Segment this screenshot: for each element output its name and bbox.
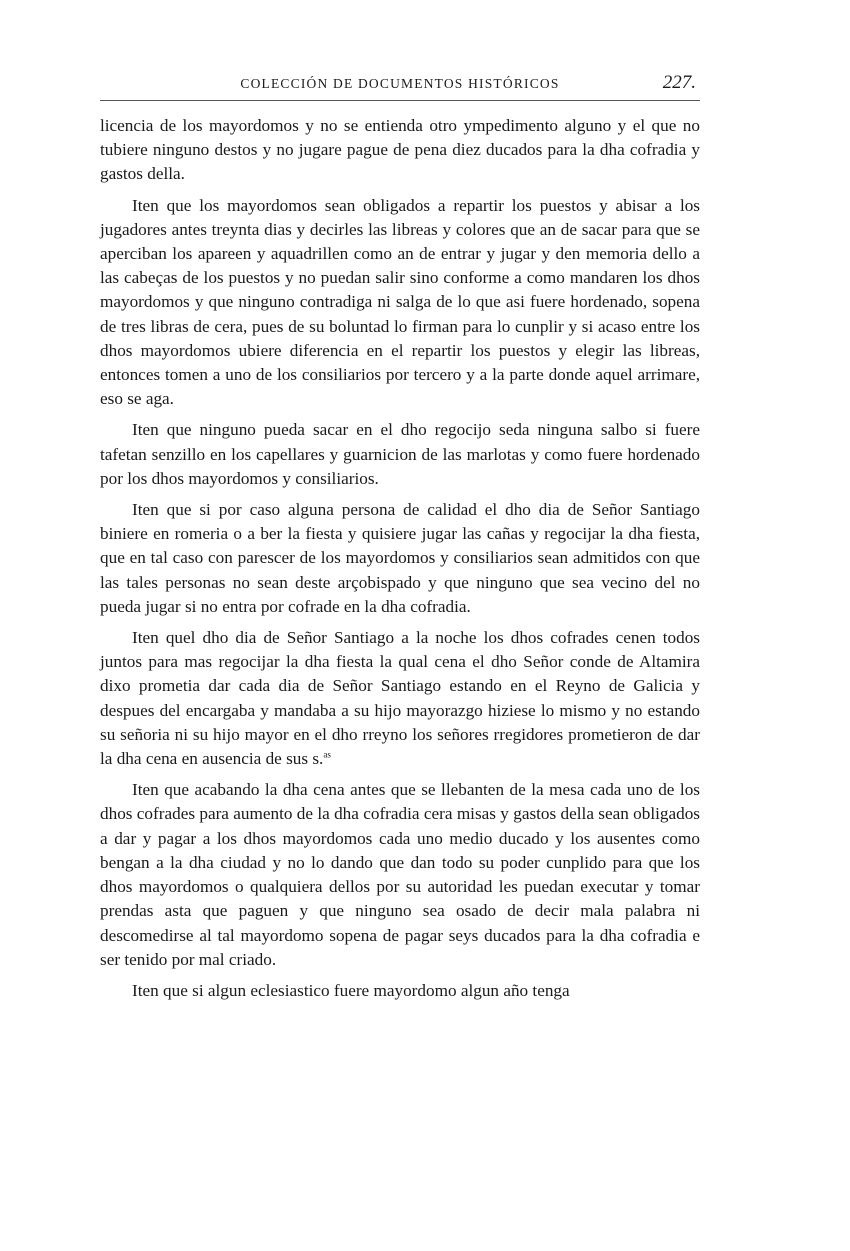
paragraph-text: Iten quel dho dia de Señor Santiago a la noche los dhos cofrades cenen todos juntos para mas regocijar la dha fiesta la qual cena el dho Señor conde de Altamira dixo prometia dar cada dia de Señor Santiago estando en el Reyno de Galicia y despues del encargaba y mandaba a su hijo mayorazgo hiziese lo mismo y no estando su señoria ni su hijo mayor en el dho rreyno los señores rregidores prometieron de dar la dha cena en ausencia de sus s.: [100, 628, 700, 769]
page-header: [100, 72, 700, 100]
body-text: [100, 114, 700, 1010]
page-number: 227.: [662, 72, 696, 93]
paragraph: Iten que si por caso alguna persona de calidad el dho dia de Señor Santiago biniere en romeria o a ber la fiesta y quisiere jugar las cañas y regocijar la dha fiesta, que en tal caso con parescer de los mayordomos y consiliarios sean admitidos con que las tales personas no sean deste arçobispado y que ninguno que sea vecino del no pueda jugar si no entra por cofrade en la dha cofradia.: [100, 500, 700, 616]
footnote-mark: as: [323, 749, 331, 760]
paragraph-with-footnote: [100, 626, 700, 771]
paragraph: Iten que los mayordomos sean obligados a repartir los puestos y abisar a los jugadores antes treynta dias y decirles las libreas y colores que an de sacar para que se aperciban los apareen y aquadrillen como an de entrar y jugar y den memoria dello a las cabeças de los puestos y no puedan salir sino conforme a como mandaren los dhos mayordomos y que ninguno contradiga ni salga de lo que asi fuere hordenado, sopena de tres libras de cera, pues de su boluntad lo firman para lo cunplir y si acaso entre los dhos mayordomos ubiere diferencia en el repartir los puestos y elegir las libreas, entonces tomen a uno de los consiliarios por tercero y a la parte donde aquel arrimare, eso se aga.: [100, 195, 700, 409]
paragraph: Iten que si algun eclesiastico fuere mayordomo algun año tenga: [132, 980, 570, 1000]
paragraph: licencia de los mayordomos y no se entienda otro ympedimento alguno y el que no tubiere ninguno destos y no jugare pague de pena diez ducados para la dha cofradia y gastos della.: [100, 116, 700, 184]
paragraph: Iten que ninguno pueda sacar en el dho regocijo seda ninguna salbo si fuere tafetan senzillo en los capellares y guarnicion de las marlotas y como fuere hordenado por los dhos mayordomos y consiliarios.: [100, 420, 700, 488]
header-rule: [100, 100, 700, 101]
paragraph: Iten que acabando la dha cena antes que se llebanten de la mesa cada uno de los dhos cofrades para aumento de la dha cofradia cera misas y gastos della sean obligados a dar y pagar a los dhos mayordomos cada uno medio ducado y los ausentes como bengan a la dha ciudad y no lo dando que dan todo su poder cunplido para que los dhos mayordomos o qualquiera dellos por su autoridad les puedan executar y tomar prendas asta que paguen y que ninguno sea osado de decir mala palabra ni descomedirse al tal mayordomo sopena de pagar seys ducados para la dha cofradia e ser tenido por mal criado.: [100, 780, 700, 969]
running-head: COLECCIÓN DE DOCUMENTOS HISTÓRICOS: [240, 76, 560, 91]
